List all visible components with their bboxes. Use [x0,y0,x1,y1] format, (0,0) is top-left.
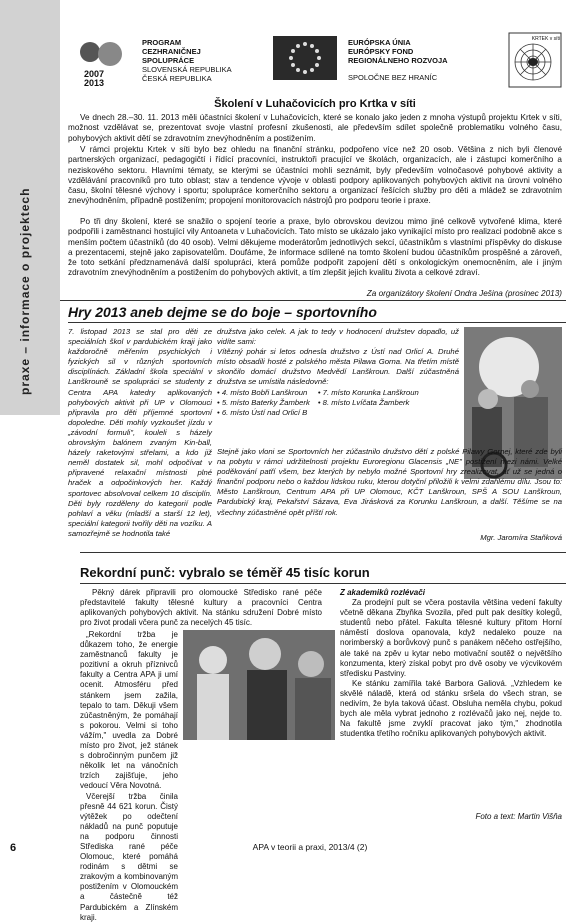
eu-flag-icon [273,36,337,80]
punch-right-2: Ke stánku zamířila také Barbora Galiová. „Vzhledem ke skvělé náladě, která od stánku sršela do všech stran, se nedivím, že byla taková účast. Obsluha neměla chybu, pokud bych ale měla vybrat jednoho z rozlévačů jako nej, nejde to. Na fakultě jsme zvyklí pracovat jako tým," zhodnotila studentka třetího ročníku aplikovaných pohybových aktivit. [340,678,562,739]
program-line: ČESKÁ REPUBLIKA [142,74,212,83]
eu-motto: SPOLOČNE BEZ HRANÍC [348,73,438,82]
games-col2-end-text: Stejně jako vloni se Sportovních her zúčastnilo družstvo dětí z polské Pilawy Gornej, které zde byli na pobytu v rámci udržitelnosti projektu Euroregionu Glacensis „NE" postižení mezi námi. Velké poděkování patří všem, bez kterých by nebylo možné Sportovní hry zrealizovat, ať už se jedná o finanční podporu nebo o každou lidskou ruku, kterou dotyční přiložili k velmi zdařilému dílu. Jsou to: Město Lanškroun, Centrum APA při UP Olomouc, KČT Lanškroun, SPŠ A SOU Lanškroun, Pardubický kraj, Pekařství Sázava, Eva Jirásková za Korunku Lanškroun, a další. Těšíme se na všechny zúčastněné opět příští rok. [217,447,562,517]
punch-photo [183,630,335,740]
standings [217,388,459,418]
games-title: Hry 2013 aneb dejme se do boje – sportovního [68,304,377,320]
standing-item: • 7. místo Korunka Lanškroun [317,387,419,397]
eu-line: EURÓPSKY FOND [348,47,414,56]
divider [68,322,566,323]
punch-left-column [80,630,178,923]
program-line: SLOVENSKÁ REPUBLIKA [142,65,232,74]
punch-title: Rekordní punč: vybralo se téměř 45 tisíc korun [80,565,370,580]
eu-text [348,38,448,82]
program-line: CEZHRANIČNEJ [142,47,201,56]
journal-footer: APA v teorii a praxi, 2013/4 (2) [252,842,368,852]
standings-left [217,388,310,418]
eu-line: EURÓPSKA ÚNIA [348,38,411,47]
program-line: SPOLUPRÁCE [142,56,195,65]
games-col2-end [217,447,562,518]
standing-item: • 4. místo Bobři Lanškroun [217,387,308,397]
standing-item: • 6. místo Ústí nad Orlicí B [217,407,308,417]
training-paragraph-3: Po tři dny školení, které se snažilo o spojení teorie a praxe, bylo obrovskou devizou mimo jiné celkově vytvořené klima, které podpořili i zaměstnanci hostující vily Antoaneta v Luhačovicích. Tato místo se ukázalo jako vynikající místo pro realizaci podobně akce s menším počtem účastníků (do 40 osob). Velmi děkujeme moderátorům jednotlivých sekcí, účastníkům s vlastními příspěvky do diskuse a prezentacemi, stejně jako zapisovatelům. Doufáme, že informace sdílené na tomto školení budou účastníkům prospěšné a zároveň, že toto setkání předznamenává další spolupráci, která pomůže podpořit zapojení dětí s onkologickým onemocněním, ale i jiným zdravotním znevýhodněním a postižením do pohybových aktivit, a tím zlepšit jejich kvalitu života a celkové zdraví. [68,217,562,278]
punch-right-column [340,588,562,739]
program-years: 2007 2013 [84,69,105,88]
krtek-logo-text: KRTEK v síti [531,36,560,42]
games-column-2 [217,327,459,418]
punch-left-sum: Včerejší tržba činila přesně 44 621 korun. Čistý výtěžek po odečtení nákladů na punč poputuje na podporu činnosti Střediska rané péče Olomouc, které pomáhá rodinám s dětmi se zrakovým a kombinovaným postižením v Olomouckém a částečně též Pardubickém a Zlínském kraji. [80,791,178,922]
punch-photo-image [183,630,335,740]
page-number: 6 [10,842,17,854]
program-text [142,38,232,83]
punch-left-quote: „Rekordní tržba je důkazem toho, že energie zaměstnanců fakulty je pozitivní a okruh příznivců fakulty a Centra APA ji umí ocenit. Atmosféru před stánkem jsem zažila, tepalo to tam. Děkuji všem zúčastněným, že pomáhají s pokorou. Velmi si toho vážím," uvedla za Dobré místo pro život, jež stánek s dobročinným punčem již několik let na vánočních trzích zajišťuje, jeho vedoucí Věra Novotná. [80,630,178,791]
training-paragraph-1: Ve dnech 28.–30. 11. 2013 měli účastníci školení v Luhačovicích, které se konalo jako jeden z mnoha výstupů projektu Krtek v síti, možnost vzdělávat se, prezentovat svoje vlastní profesní zkušenosti, ale především sdílet společně problematiku volného času, pohybových aktivit dětí se zdravotním znevýhodněním a postižením. [68,113,562,143]
side-label: praxe – informace o projektech [18,187,32,395]
punch-photo-credit: Foto a text: Martin Višňa [475,812,562,821]
punch-subheading: Z akademiků rozlévači [340,588,425,597]
punch-left-intro: Pěkný dárek připravili pro olomoucké Středisko rané péče představitelé fakulty tělesné kultury a pracovníci Centra aplikovaných pohybových aktivit. Na stánku sdružení Dobré místo pro život prodali včera punč za necelých 45 tisíc. [80,588,322,628]
games-signature: Mgr. Jaromíra Staňková [480,533,562,542]
training-signature: Za organizátory školení Ondra Ješina (prosinec 2013) [366,289,562,298]
games-column-1 [68,327,212,539]
training-paragraph-2: V rámci projektu Krtek v síti bylo bez ohledu na finanční stránku, podpořeno více než 20 osob. Většina z nich byli členové partnerských organizací, pedagogičtí i řídící pracovníci, instruktoři pracující ve školách, organizacích, ale i zástupci komerčního a neziskového sektoru. Hlavními tématy, se kterými se účastníci mohli seznámit, byly především volnočasové pohybové aktivity a vzdělávání pracovníků pro tuto oblast; stav a tendence vývoje v oblasti podpory aplikovaných pohybových aktivit na úrovni volného času, školní tělesné výchovy i sportu; spolupráce komerčního sektoru a organizací řešících služby pro děti a mládež se zdravotním znevýhodněním, případně postižením; propojení monitorovacích nástrojů pro podporu teorie i praxe. [68,145,562,206]
standing-item: • 8. místo Lvíčata Žamberk [317,397,410,407]
training-title: Školení v Luhačovicích pro Krtka v síti [214,98,416,110]
divider [80,583,566,584]
divider [80,552,566,553]
divider [60,300,566,301]
eu-line: REGIONÁLNEHO ROZVOJA [348,56,448,65]
header-logos [68,32,562,94]
games-col2-intro: družstva jako celek. A jak to tedy v hodnocení družstev dopadlo, už vidíte sami: [217,327,459,347]
standings-right [318,388,419,418]
punch-right-1: Za prodejní pult se včera postavila většina vedení fakulty včetně děkana Zbyňka Svozila, před pult pak desítky kolegů, studentů nebo přátel. Fakulta tělesné kultury přitom Horní náměstí doslova opanovala, když nedaleko pouze na norimberský a borůvkový punč s panákem něčeho ostřejšího, ale také na zpěv u kytar nebo motivační soutěž o největšího konzumenta, který získal pobyt pro dvě osoby ve výcvikovém středisku Pastviny. [340,598,562,678]
program-line: PROGRAM [142,38,182,47]
standing-item: • 5. místo Baterky Žamberk [217,397,310,407]
games-col2-body: Vítězný pohár si letos odnesla družstvo z Ústí nad Orlicí A. Druhé místo obsadili hosté z polského města Pilawa Gorna. Na třetím místě skončilo domácí družstvo Medvědí Lanškroun. Další zúčastněná družstva se umístila následovně: [217,347,459,387]
games-col1-text: 7. listopad 2013 se stal pro děti ze speciálních škol v pardubickém kraji jako každoročně měřením psychických i fyzických sil v různých sportovních disciplínách. Základní škola speciální v Lanškrouně se spolupráci se studenty z Centra APA katedry aplikovaných pohybových aktivit při UP v Olomouci připravila pro děti příjemné sportovní dopoledne. Děti mohly vyzkoušet jízdu v „závodní formuli", kouleli s házely obrovským balónem zvaným Kin-ball, házely raketovými střelami, a kdo již neměl dostatek sil, mohl odpočívat v připravené relaxační místnosti plné hraček a odpočinkových her. Každý sportovec absolvoval celkem 10 disciplín. Děti byly rozděleny do kategorií podle pohlaví a věku (mladší a starší 12 let), speciální kategorii tvořily děti na vozíku. A samozřejmě se hodnotila také [68,327,212,538]
